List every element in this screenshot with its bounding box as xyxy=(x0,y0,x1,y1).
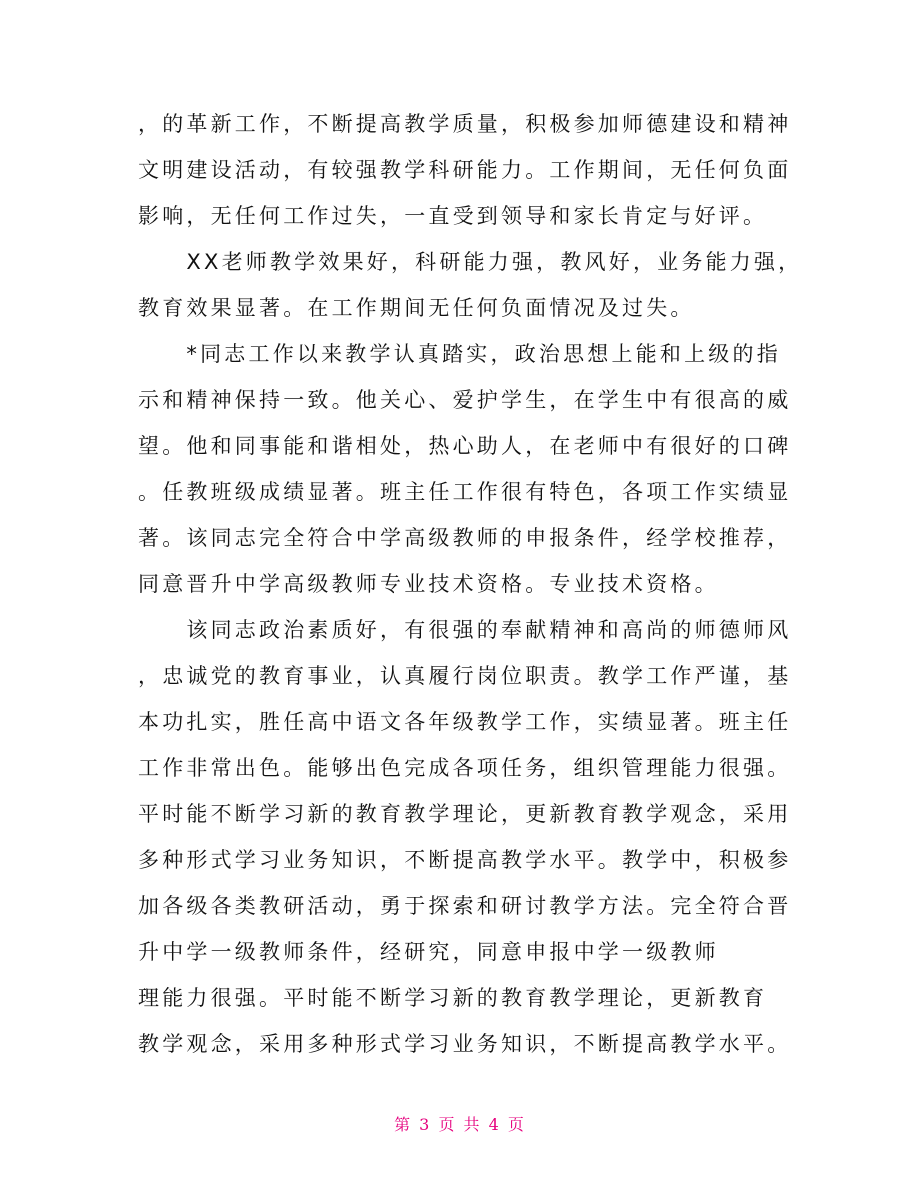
text-line: 同意晋升中学高级教师专业技术资格。专业技术资格。 xyxy=(138,572,719,596)
text-line: 多种形式学习业务知识，不断提高教学水平。教学中，积极参 xyxy=(138,848,792,872)
text-line: 本功扎实，胜任高中语文各年级教学工作，实绩显著。班主任 xyxy=(138,710,792,734)
text-line: 。任教班级成绩显著。班主任工作很有特色，各项工作实绩显 xyxy=(138,480,792,504)
text-line: 理能力很强。平时能不断学习新的教育教学理论，更新教育 xyxy=(138,986,768,1010)
text-line: *同志工作以来教学认真踏实，政治思想上能和上级的指 xyxy=(138,342,781,366)
text-line: 示和精神保持一致。他关心、爱护学生，在学生中有很高的威 xyxy=(138,388,792,412)
text-line: 加各级各类教研活动，勇于探索和研讨教学方法。完全符合晋 xyxy=(138,894,792,918)
text-line: 教育效果显著。在工作期间无任何负面情况及过失。 xyxy=(138,296,695,320)
text-line: 平时能不断学习新的教育教学理论，更新教育教学观念，采用 xyxy=(138,802,792,826)
text-line: ，忠诚党的教育事业，认真履行岗位职责。教学工作严谨，基 xyxy=(138,664,792,688)
page-number-footer: 第 3 页 共 4 页 xyxy=(394,1115,526,1134)
text-line: ，的革新工作，不断提高教学质量，积极参加师德建设和精神 xyxy=(138,112,792,136)
text-line: 该同志政治素质好，有很强的奉献精神和高尚的师德师风 xyxy=(138,618,792,642)
text-line: 影响，无任何工作过失，一直受到领导和家长肯定与好评。 xyxy=(138,204,768,228)
text-line: 著。该同志完全符合中学高级教师的申报条件，经学校推荐， xyxy=(138,526,792,550)
text-line: XX老师教学效果好，科研能力强，教风好，业务能力强， xyxy=(138,250,803,274)
document-body xyxy=(138,101,803,1067)
text-line: 工作非常出色。能够出色完成各项任务，组织管理能力很强。 xyxy=(138,756,792,780)
text-line: 望。他和同事能和谐相处，热心助人，在老师中有很好的口碑 xyxy=(138,434,792,458)
text-line: 升中学一级教师条件，经研究，同意申报中学一级教师 xyxy=(138,940,719,964)
text-line: 教学观念，采用多种形式学习业务知识，不断提高教学水平。 xyxy=(138,1032,792,1056)
text-line: 文明建设活动，有较强教学科研能力。工作期间，无任何负面 xyxy=(138,158,792,182)
